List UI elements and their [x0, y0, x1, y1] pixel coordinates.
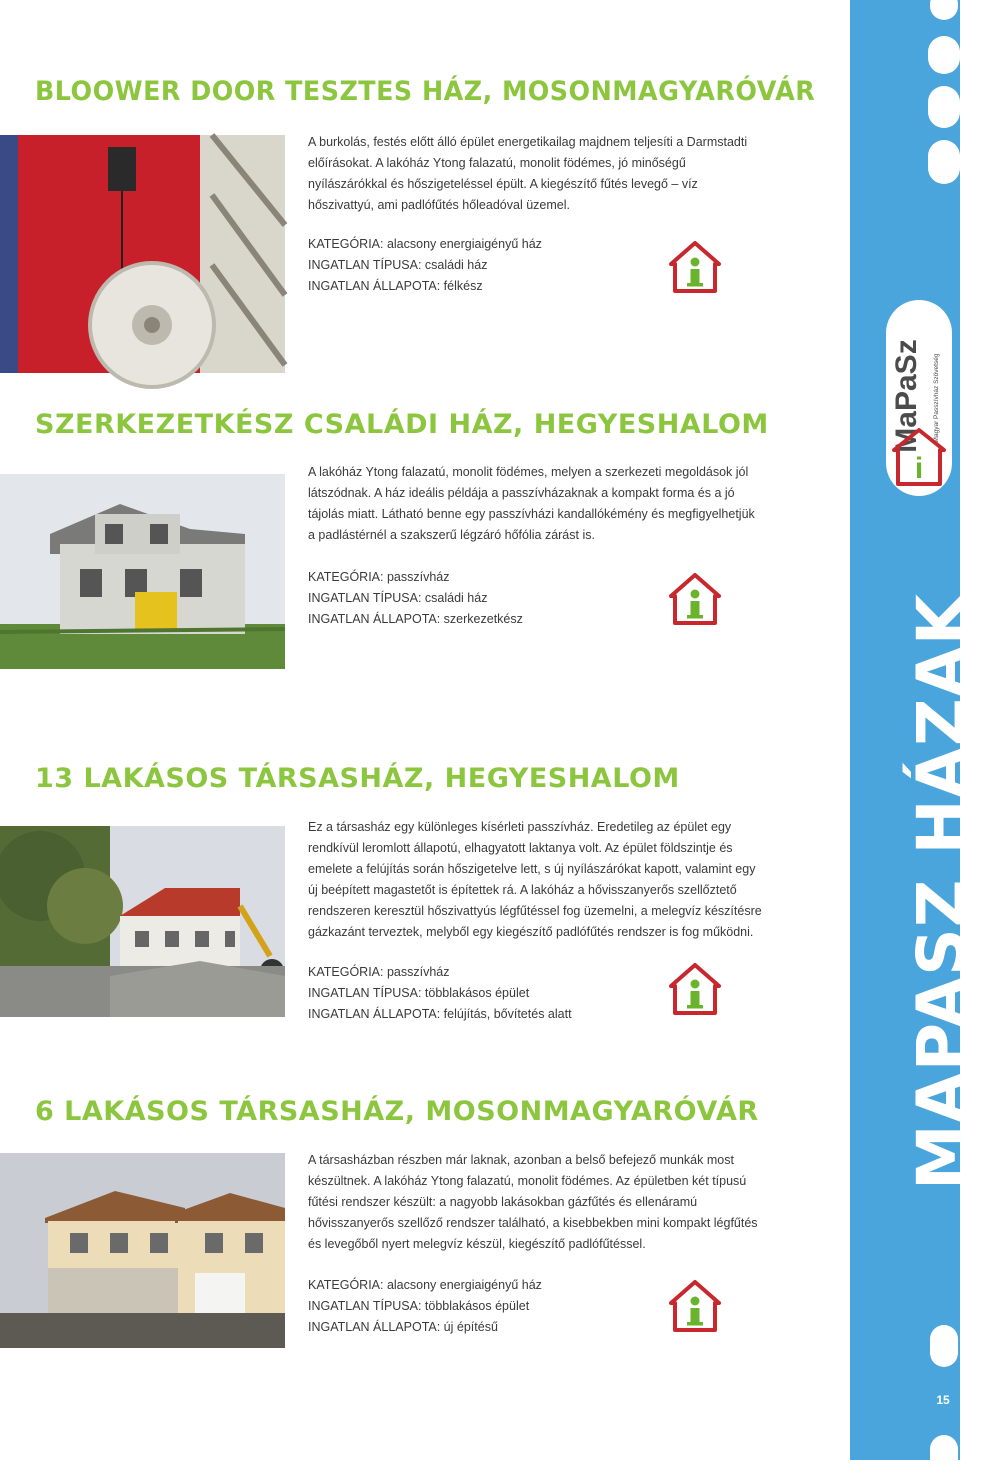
section-description: Ez a társasház egy különleges kísérleti passzívház. Eredetileg az épület egy rendkívül leromlott állapotú, elhagyatott laktanya volt. Az épület földszintje és emelete a felújítás során hőszigetelve lett, s új nyílászárókat kapott, valamint egy új beépített magastetőt is építettek rá. A lakóház a hővisszanyerős szellőztető rendszeren keresztül hőszivattyús légfűtéssel fog üzemelni, a melegvíz készítésre gázkazánt terveztek, melyből egy kiegészítő padlófűtés rendszer is fog működni. — [308, 820, 762, 939]
blower-door-photo — [0, 135, 285, 373]
section-title: SZERKEZETKÉSZ CSALÁDI HÁZ, HEGYESHALOM — [35, 409, 769, 440]
property-status-line: INGATLAN ÁLLAPOTA: szerkezetkész — [308, 612, 523, 626]
family-house-photo — [0, 474, 285, 669]
category-line: KATEGÓRIA: passzívház — [308, 570, 450, 584]
info-house-icon[interactable] — [668, 962, 722, 1016]
property-type-line: INGATLAN TÍPUSA: többlakásos épület — [308, 1299, 530, 1313]
property-status-line: INGATLAN ÁLLAPOTA: felújítás, bővítetés alatt — [308, 1007, 572, 1021]
section-title: 13 LAKÁSOS TÁRSASHÁZ, HEGYESHALOM — [35, 763, 680, 794]
property-meta — [308, 1275, 648, 1338]
logo-icon-letter: i — [914, 452, 924, 485]
decor-dot — [930, 0, 958, 20]
decor-dot — [930, 1435, 958, 1475]
category-line: KATEGÓRIA: alacsony energiaigényű ház — [308, 1278, 542, 1292]
property-type-line: INGATLAN TÍPUSA: családi ház — [308, 591, 488, 605]
decor-dot — [928, 86, 960, 128]
apartment-building-photo — [0, 826, 285, 1017]
section-description: A lakóház Ytong falazatú, monolit födémes, melyen a szerkezeti megoldások jól látszódnak. A ház ideális példája a passzívházaknak a kompakt forma és a jó tájolás miatt. Látható benne egy passzívházi kandallókémény és megfigyelhetjük a padlástérnél a szakszerű légzáró hőfólia zárást is. — [308, 465, 755, 542]
decor-dot — [928, 140, 960, 184]
property-meta — [308, 234, 648, 297]
property-meta — [308, 567, 648, 630]
townhouse-photo — [0, 1153, 285, 1348]
section-title: 6 LAKÁSOS TÁRSASHÁZ, MOSONMAGYARÓVÁR — [35, 1096, 759, 1127]
property-meta — [308, 962, 648, 1025]
logo-name: MaPaSz — [890, 339, 923, 453]
decor-dot — [930, 1325, 958, 1367]
info-house-icon[interactable] — [668, 1279, 722, 1333]
page-number: 15 — [936, 1393, 950, 1407]
section-description: A burkolás, festés előtt álló épület energetikailag majdnem teljesíti a Darmstadti előírásokat. A lakóház Ytong falazatú, monolit födémes, jó minőségű nyílászárókkal és hőszigeteléssel épült. A kiegészítő fűtés levegő – víz hőszivattyú, ami padlófűtés hőleadóval üzemel. — [308, 135, 748, 212]
section-description: A társasházban részben már laknak, azonban a belső befejező munkák most készültnek. A lakóház Ytong falazatú, monolit födémes. Az épületben két típusú fűtési rendszer készült: a nagyobb lakásokban gázfűtés és ellenáramú hővisszanyerős szellőző rendszer található, a kisebbekben mini kompakt légfűtés és levegőből nyert melegvíz készül, kiegészítő padlófűtéssel. — [308, 1153, 758, 1251]
logo-subtitle: Magyar Passzívház Szövetség — [933, 353, 940, 443]
category-line: KATEGÓRIA: alacsony energiaigényű ház — [308, 237, 542, 251]
property-type-line: INGATLAN TÍPUSA: családi ház — [308, 258, 488, 272]
property-status-line: INGATLAN ÁLLAPOTA: új építésű — [308, 1320, 498, 1334]
category-line: KATEGÓRIA: passzívház — [308, 965, 450, 979]
property-status-line: INGATLAN ÁLLAPOTA: félkész — [308, 279, 483, 293]
section-title: BLOOWER DOOR TESZTES HÁZ, MOSONMAGYARÓVÁR — [35, 76, 816, 107]
side-bar — [850, 0, 980, 1460]
info-house-icon[interactable] — [668, 240, 722, 294]
decor-dot — [928, 36, 960, 74]
vertical-title: MAPASZ HÁZAK — [903, 593, 980, 1190]
mapasz-logo — [886, 300, 952, 496]
property-type-line: INGATLAN TÍPUSA: többlakásos épület — [308, 986, 530, 1000]
info-house-icon[interactable] — [668, 572, 722, 626]
